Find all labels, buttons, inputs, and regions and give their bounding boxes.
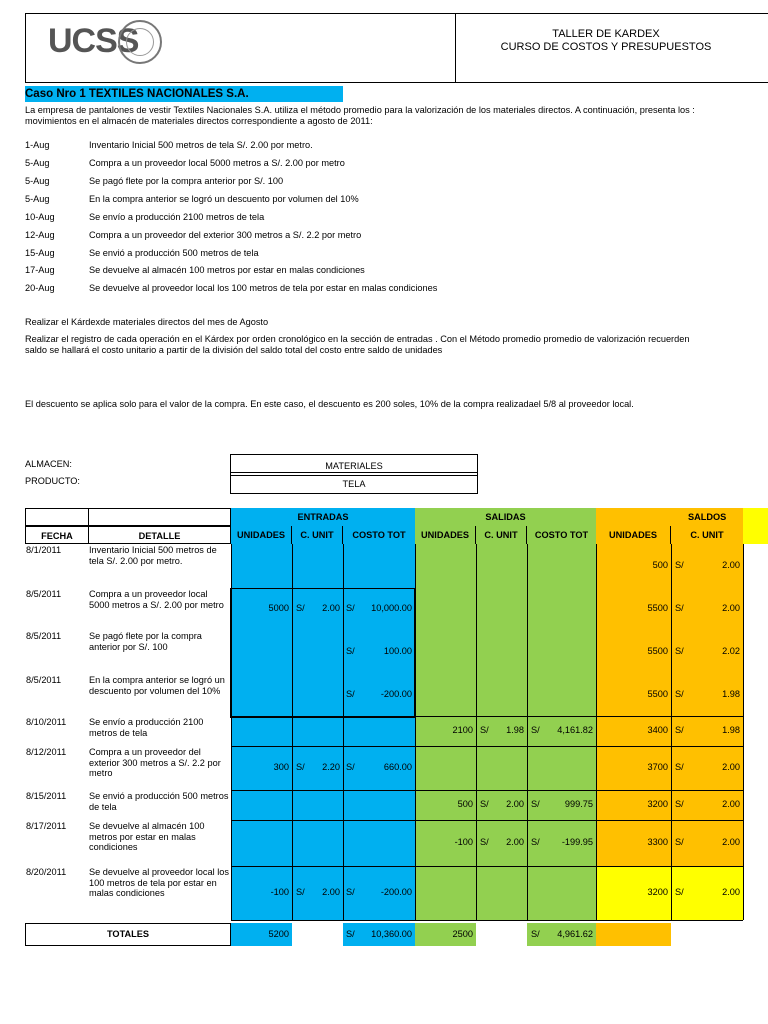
saldos-cunit-currency: S/ bbox=[675, 887, 684, 897]
saldos-cunit-currency: S/ bbox=[675, 560, 684, 570]
entradas-costotot: 660.00 bbox=[383, 762, 412, 772]
event-date: 15-Aug bbox=[25, 248, 55, 258]
salidas-unidades: 500 bbox=[457, 799, 473, 809]
totals-salidas-currency: S/ bbox=[531, 929, 540, 939]
discount-note: El descuento se aplica solo para el valor de la compra. En este caso, el descuento es 200 soles, 10% de la compra realizadael 5/8 al proveedor local. bbox=[25, 399, 634, 409]
saldos-extra-yellow bbox=[743, 508, 768, 544]
intro-line-1: La empresa de pantalones de vestir Textiles Nacionales S.A. utiliza el método promedio para la valorización de los materiales directos. A continuación, presenta los : bbox=[25, 105, 695, 115]
salidas-costotot-currency: S/ bbox=[531, 837, 540, 847]
salidas-unidades: 2100 bbox=[452, 725, 473, 735]
header-empty-1 bbox=[25, 508, 89, 526]
header-subtitle: CURSO DE COSTOS Y PRESUPUESTOS bbox=[500, 41, 712, 53]
event-date: 1-Aug bbox=[25, 140, 50, 150]
grid-vline bbox=[476, 544, 477, 920]
row-detalle: Compra a un proveedor del exterior 300 metros a S/. 2.2 por metro bbox=[89, 747, 221, 778]
grid-vline bbox=[671, 544, 672, 920]
entradas-unidades: 5000 bbox=[268, 603, 289, 613]
saldos-cunit-currency: S/ bbox=[675, 725, 684, 735]
instruction-2-line-1: Realizar el registro de cada operación en el Kárdex por orden cronológico en la sección de entradas . Con el Método promedio promedio de valorización recuerden bbox=[25, 334, 690, 344]
row-detalle: Inventario Inicial 500 metros de tela S/. 2.00 por metro. bbox=[89, 545, 217, 566]
event-text: Se pagó flete por la compra anterior por S/. 100 bbox=[89, 176, 284, 186]
row-detalle: Compra a un proveedor local 5000 metros a S/. 2.00 por metro bbox=[89, 589, 224, 610]
col-detalle: DETALLE bbox=[88, 526, 231, 544]
row-detalle: Se devuelve al almacén 100 metros por estar en malas condiciones bbox=[89, 821, 205, 852]
entradas-cunit: 2.00 bbox=[322, 603, 340, 613]
col-fecha: FECHA bbox=[25, 526, 89, 544]
group-entradas: ENTRADAS bbox=[231, 508, 415, 526]
event-date: 5-Aug bbox=[25, 194, 50, 204]
event-text: Se envío a producción 2100 metros de tela bbox=[89, 212, 265, 222]
saldos-cunit: 2.00 bbox=[722, 837, 740, 847]
saldos-unidades: 5500 bbox=[647, 603, 668, 613]
totals-salidas-unidades: 2500 bbox=[452, 929, 473, 939]
entradas-costotot: 100.00 bbox=[383, 646, 412, 656]
entradas-costotot-currency: S/ bbox=[346, 689, 355, 699]
col-entradas-costotot: COSTO TOT bbox=[343, 526, 415, 544]
salidas-cunit: 1.98 bbox=[506, 725, 524, 735]
col-entradas-unidades: UNIDADES bbox=[231, 526, 292, 544]
salidas-costotot-currency: S/ bbox=[531, 725, 540, 735]
entradas-costotot: -200.00 bbox=[380, 689, 412, 699]
almacen-label: ALMACEN: bbox=[25, 459, 72, 469]
event-date: 17-Aug bbox=[25, 265, 55, 275]
entradas-cunit: 2.00 bbox=[322, 887, 340, 897]
row-detalle: Se pagó flete por la compra anterior por S/. 100 bbox=[89, 631, 202, 652]
entradas-unidades: 300 bbox=[273, 762, 289, 772]
grid-hline bbox=[231, 746, 743, 747]
grid-hline bbox=[231, 920, 743, 921]
entradas-cunit-currency: S/ bbox=[296, 603, 305, 613]
row-detalle: En la compra anterior se logró un descuento por volumen del 10% bbox=[89, 675, 225, 696]
saldos-cunit-currency: S/ bbox=[675, 762, 684, 772]
event-text: Se devuelve al proveedor local los 100 metros de tela por estar en malas condiciones bbox=[89, 283, 438, 293]
entradas-unidades: -100 bbox=[270, 887, 289, 897]
event-date: 20-Aug bbox=[25, 283, 55, 293]
saldos-unidades: 500 bbox=[652, 560, 668, 570]
grid-vline bbox=[743, 544, 744, 920]
saldos-unidades: 5500 bbox=[647, 689, 668, 699]
saldos-unidades: 3700 bbox=[647, 762, 668, 772]
row-fecha: 8/5/2011 bbox=[26, 589, 62, 599]
instruction-2-line-2: saldo se hallará el costo unitario a partir de la división del saldo total del costo entre saldo de unidades bbox=[25, 345, 443, 355]
salidas-costotot: 999.75 bbox=[564, 799, 593, 809]
event-date: 5-Aug bbox=[25, 176, 50, 186]
header-empty-2 bbox=[88, 508, 231, 526]
event-text: Se envió a producción 500 metros de tela bbox=[89, 248, 259, 258]
entradas-costotot: 10,000.00 bbox=[371, 603, 412, 613]
case-title: Caso Nro 1 TEXTILES NACIONALES S.A. bbox=[25, 86, 343, 102]
saldos-cunit-currency: S/ bbox=[675, 837, 684, 847]
salidas-unidades: -100 bbox=[454, 837, 473, 847]
entradas-costotot-currency: S/ bbox=[346, 646, 355, 656]
salidas-costotot: 4,161.82 bbox=[557, 725, 593, 735]
saldos-cunit-currency: S/ bbox=[675, 689, 684, 699]
totals-entradas-costotot: 10,360.00 bbox=[371, 929, 412, 939]
event-date: 10-Aug bbox=[25, 212, 55, 222]
row-fecha: 8/12/2011 bbox=[26, 747, 67, 757]
col-salidas-cunit: C. UNIT bbox=[476, 526, 527, 544]
saldos-cunit: 2.00 bbox=[722, 799, 740, 809]
entradas-costotot-currency: S/ bbox=[346, 603, 355, 613]
event-text: En la compra anterior se logró un descuento por volumen del 10% bbox=[89, 194, 359, 204]
salidas-cunit-currency: S/ bbox=[480, 837, 489, 847]
saldos-cunit-currency: S/ bbox=[675, 799, 684, 809]
salidas-cunit: 2.00 bbox=[506, 799, 524, 809]
event-date: 12-Aug bbox=[25, 230, 55, 240]
saldos-unidades: 3200 bbox=[647, 799, 668, 809]
entradas-cunit-currency: S/ bbox=[296, 887, 305, 897]
saldos-cunit: 2.00 bbox=[722, 603, 740, 613]
entradas-costotot-currency: S/ bbox=[346, 762, 355, 772]
ucss-logo: UCSS bbox=[48, 22, 139, 60]
seal-inner-ring bbox=[126, 28, 154, 56]
entradas-cunit: 2.20 bbox=[322, 762, 340, 772]
totals-salidas-costotot: 4,961.62 bbox=[557, 929, 593, 939]
salidas-costotot: -199.95 bbox=[561, 837, 593, 847]
saldos-cunit-currency: S/ bbox=[675, 646, 684, 656]
event-text: Compra a un proveedor local 5000 metros a S/. 2.00 por metro bbox=[89, 158, 345, 168]
instruction-1: Realizar el Kárdexde materiales directos del mes de Agosto bbox=[25, 317, 269, 327]
saldos-cunit: 2.00 bbox=[722, 887, 740, 897]
totals-entradas-currency: S/ bbox=[346, 929, 355, 939]
saldos-unidades: 3300 bbox=[647, 837, 668, 847]
totals-entradas-unidades: 5200 bbox=[268, 929, 289, 939]
grid-hline bbox=[231, 866, 743, 867]
col-saldos-cunit: C. UNIT bbox=[671, 526, 743, 544]
grid-hline bbox=[231, 820, 743, 821]
entradas-costotot-currency: S/ bbox=[346, 887, 355, 897]
grid-hline bbox=[231, 790, 743, 791]
event-date: 5-Aug bbox=[25, 158, 50, 168]
producto-value[interactable]: TELA bbox=[230, 472, 478, 494]
totals-saldos-bg bbox=[596, 923, 671, 946]
intro-line-2: movimientos en el almacén de materiales directos correspondiente a agosto de 2011: bbox=[25, 116, 373, 126]
col-entradas-cunit: C. UNIT bbox=[292, 526, 343, 544]
saldos-cunit: 1.98 bbox=[722, 689, 740, 699]
row-fecha: 8/17/2011 bbox=[26, 821, 67, 831]
event-text: Se devuelve al almacén 100 metros por estar en malas condiciones bbox=[89, 265, 365, 275]
row-fecha: 8/20/2011 bbox=[26, 867, 67, 877]
row-detalle: Se envió a producción 500 metros de tela bbox=[89, 791, 229, 812]
saldos-cunit: 2.02 bbox=[722, 646, 740, 656]
group-saldos: SALDOS bbox=[596, 508, 768, 526]
entradas-cunit-currency: S/ bbox=[296, 762, 305, 772]
almacen-value[interactable]: MATERIALES bbox=[230, 454, 478, 476]
saldos-unidades: 3400 bbox=[647, 725, 668, 735]
event-text: Inventario Inicial 500 metros de tela S/. 2.00 por metro. bbox=[89, 140, 313, 150]
row-fecha: 8/10/2011 bbox=[26, 717, 67, 727]
totals-label: TOTALES bbox=[25, 923, 231, 946]
grid-vline bbox=[527, 544, 528, 920]
col-salidas-unidades: UNIDADES bbox=[415, 526, 476, 544]
saldos-cunit: 1.98 bbox=[722, 725, 740, 735]
row-fecha: 8/15/2011 bbox=[26, 791, 67, 801]
row-fecha: 8/5/2011 bbox=[26, 675, 62, 685]
producto-label: PRODUCTO: bbox=[25, 476, 80, 486]
row-fecha: 8/1/2011 bbox=[26, 545, 62, 555]
saldos-cunit: 2.00 bbox=[722, 560, 740, 570]
row-detalle: Se envío a producción 2100 metros de tela bbox=[89, 717, 204, 738]
salidas-cunit-currency: S/ bbox=[480, 799, 489, 809]
salidas-costotot-currency: S/ bbox=[531, 799, 540, 809]
header-title: TALLER DE KARDEX bbox=[552, 28, 660, 40]
group-salidas: SALIDAS bbox=[415, 508, 596, 526]
col-salidas-costotot: COSTO TOT bbox=[527, 526, 596, 544]
salidas-cunit-currency: S/ bbox=[480, 725, 489, 735]
saldos-cunit: 2.00 bbox=[722, 762, 740, 772]
col-saldos-unidades: UNIDADES bbox=[596, 526, 671, 544]
row-detalle: Se devuelve al proveedor local los 100 metros de tela por estar en malas condiciones bbox=[89, 867, 229, 898]
saldos-cunit-currency: S/ bbox=[675, 603, 684, 613]
event-text: Compra a un proveedor del exterior 300 metros a S/. 2.2 por metro bbox=[89, 230, 362, 240]
saldos-unidades: 5500 bbox=[647, 646, 668, 656]
saldos-unidades: 3200 bbox=[647, 887, 668, 897]
entradas-costotot: -200.00 bbox=[380, 887, 412, 897]
salidas-cunit: 2.00 bbox=[506, 837, 524, 847]
row-fecha: 8/5/2011 bbox=[26, 631, 62, 641]
